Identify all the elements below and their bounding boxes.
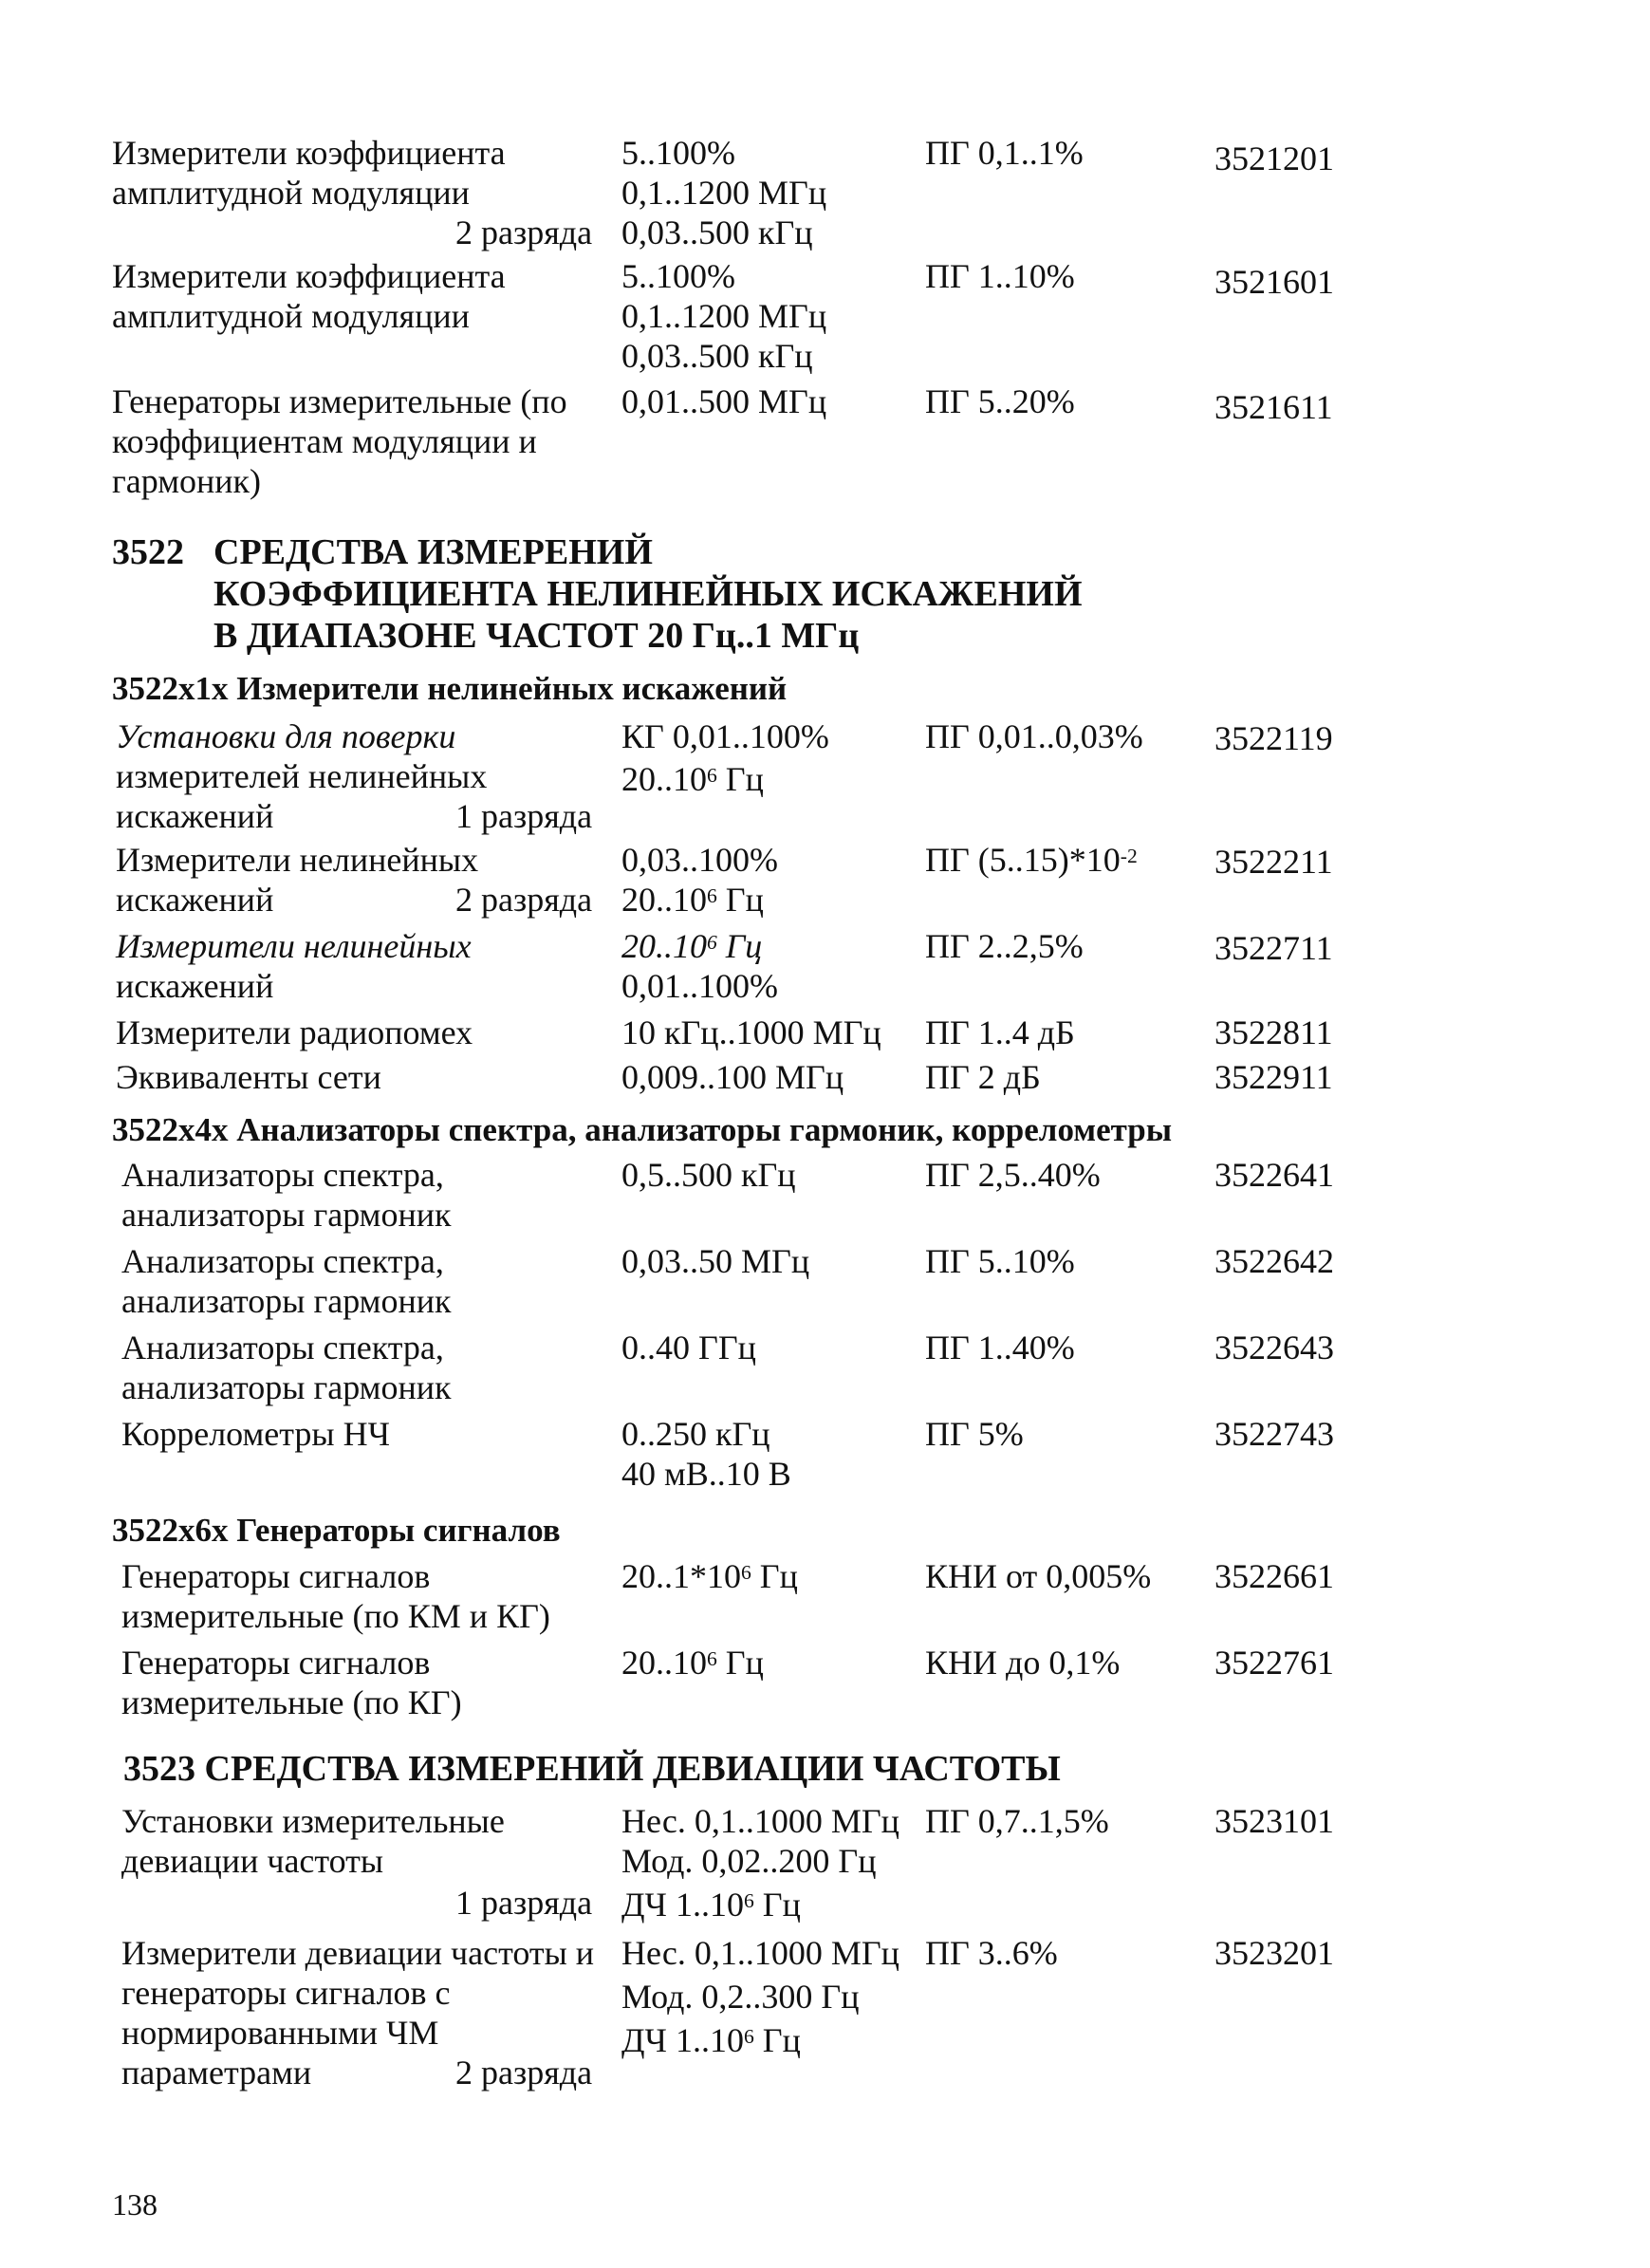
- row-accuracy: КНИ от 0,005%: [925, 1557, 1152, 1595]
- row-name: девиации частоты: [121, 1842, 384, 1880]
- row-name: амплитудной модуляции: [112, 174, 470, 212]
- row-name: нормированными ЧМ: [121, 2014, 439, 2052]
- row-code: 3522641: [1214, 1156, 1334, 1194]
- page-number: 138: [112, 2187, 158, 2222]
- row-param: 20..10$^6$ Гц: [621, 881, 764, 919]
- row-param: 20..10$^6$ Гц: [621, 1644, 764, 1682]
- row-accuracy: ПГ $(5..15)*10^{-2}$: [925, 841, 1138, 879]
- row-code: 3523101: [1214, 1802, 1334, 1840]
- row-name: Генераторы сигналов: [121, 1644, 431, 1682]
- row-param: 0,1..1200 МГц: [621, 174, 827, 212]
- row-name: анализаторы гармоник: [121, 1196, 452, 1234]
- row-name: Анализаторы спектра,: [121, 1156, 444, 1194]
- row-name: гармоник): [112, 462, 261, 500]
- row-param: Нес. 0,1..1000 МГц: [621, 1802, 899, 1840]
- row-code: 3522761: [1214, 1644, 1334, 1682]
- row-accuracy: ПГ 5..20%: [925, 382, 1075, 420]
- row-name: Измерители девиации частоты и: [121, 1934, 595, 1972]
- row-accuracy: ПГ 2..2,5%: [925, 927, 1084, 965]
- row-name: измерительные (по КГ): [121, 1683, 462, 1721]
- row-code: 3522711: [1214, 929, 1333, 967]
- row-name: Измерители коэффициента: [112, 257, 506, 295]
- row-name: Эквиваленты сети: [116, 1058, 381, 1096]
- row-name: измерителей нелинейных: [116, 757, 488, 795]
- row-param: Мод. 0,02..200 Гц: [621, 1842, 877, 1880]
- row-param: 0..250 кГц: [621, 1415, 770, 1453]
- row-param: 0,03..500 кГц: [621, 337, 813, 375]
- row-name: Анализаторы спектра,: [121, 1242, 444, 1280]
- row-code: 3521601: [1214, 263, 1334, 301]
- row-name: Коррелометры НЧ: [121, 1415, 390, 1453]
- row-param: ДЧ 1..10$^6$ Гц: [621, 2021, 801, 2059]
- row-accuracy: ПГ 1..10%: [925, 257, 1075, 295]
- row-name: Генераторы сигналов: [121, 1557, 431, 1595]
- row-param: 0,01..100%: [621, 967, 778, 1005]
- section-title: В ДИАПАЗОНЕ ЧАСТОТ 20 Гц..1 МГц: [213, 616, 860, 656]
- row-code: 3522911: [1214, 1058, 1333, 1096]
- row-code: 3522211: [1214, 843, 1333, 881]
- row-param: 5..100%: [621, 134, 735, 172]
- subsection-heading: 3522x6x Генераторы сигналов: [112, 1512, 561, 1549]
- row-name: коэффициентам модуляции и: [112, 422, 537, 460]
- row-name: Установки для поверки: [116, 717, 456, 755]
- row-name: Генераторы измерительные (по: [112, 382, 567, 420]
- row-code: 3522661: [1214, 1557, 1334, 1595]
- row-name: искажений: [116, 797, 274, 835]
- row-param: 5..100%: [621, 257, 735, 295]
- row-param: Нес. 0,1..1000 МГц: [621, 1934, 899, 1972]
- row-accuracy: ПГ 2 дБ: [925, 1058, 1041, 1096]
- subsection-heading: 3522x4x Анализаторы спектра, анализаторы гармоник, коррелометры: [112, 1111, 1173, 1148]
- row-grade: 1 разряда: [455, 797, 593, 835]
- subsection-heading: 3522x1x Измерители нелинейных искажений: [112, 670, 788, 707]
- row-accuracy: ПГ 1..40%: [925, 1329, 1075, 1366]
- section-number: 3522: [112, 532, 184, 572]
- row-accuracy: ПГ 5..10%: [925, 1242, 1075, 1280]
- row-name: измерительные (по КМ и КГ): [121, 1597, 550, 1635]
- row-param: 0,03..50 МГц: [621, 1242, 810, 1280]
- row-code: 3522743: [1214, 1415, 1334, 1453]
- row-name: искажений: [116, 967, 274, 1005]
- row-code: 3523201: [1214, 1934, 1334, 1972]
- row-name: Измерители нелинейных: [116, 841, 479, 879]
- row-code: 3522119: [1214, 719, 1333, 757]
- row-param: 0,5..500 кГц: [621, 1156, 796, 1194]
- row-name: генераторы сигналов с: [121, 1974, 451, 2012]
- row-grade: 2 разряда: [455, 2054, 593, 2091]
- row-accuracy: ПГ 0,7..1,5%: [925, 1802, 1109, 1840]
- row-param: ДЧ 1..10$^6$ Гц: [621, 1886, 801, 1924]
- row-param: 0,03..100%: [621, 841, 778, 879]
- row-code: 3521201: [1214, 139, 1334, 177]
- row-name: Измерители нелинейных: [116, 927, 472, 965]
- row-param: Мод. 0,2..300 Гц: [621, 1978, 860, 2016]
- row-accuracy: КНИ до 0,1%: [925, 1644, 1121, 1682]
- row-code: 3521611: [1214, 388, 1333, 426]
- row-param: 20..10$^6$ Гц: [621, 927, 763, 965]
- row-param: КГ 0,01..100%: [621, 717, 829, 755]
- row-name: Измерители коэффициента: [112, 134, 506, 172]
- row-param: 0,03..500 кГц: [621, 214, 813, 251]
- row-name: анализаторы гармоник: [121, 1368, 452, 1406]
- row-grade: 1 разряда: [455, 1884, 593, 1922]
- row-name: Измерители радиопомех: [116, 1013, 473, 1051]
- row-name: искажений: [116, 881, 274, 919]
- section-heading: 3523 СРЕДСТВА ИЗМЕРЕНИЙ ДЕВИАЦИИ ЧАСТОТЫ: [123, 1749, 1061, 1789]
- row-code: 3522643: [1214, 1329, 1334, 1366]
- row-code: 3522642: [1214, 1242, 1334, 1280]
- row-name: Анализаторы спектра,: [121, 1329, 444, 1366]
- row-accuracy: ПГ 0,1..1%: [925, 134, 1084, 172]
- row-accuracy: ПГ 5%: [925, 1415, 1024, 1453]
- row-param: $20..1*10^6$ Гц: [621, 1557, 798, 1595]
- row-name: Установки измерительные: [121, 1802, 505, 1840]
- row-param: 0,1..1200 МГц: [621, 297, 827, 335]
- row-param: 40 мВ..10 В: [621, 1455, 791, 1493]
- row-grade: 2 разряда: [455, 881, 593, 919]
- row-param: 0..40 ГГц: [621, 1329, 756, 1366]
- row-accuracy: ПГ 2,5..40%: [925, 1156, 1101, 1194]
- row-accuracy: ПГ 0,01..0,03%: [925, 717, 1143, 755]
- row-grade: 2 разряда: [455, 214, 593, 251]
- row-name: анализаторы гармоник: [121, 1282, 452, 1320]
- row-accuracy: ПГ 3..6%: [925, 1934, 1058, 1972]
- row-accuracy: ПГ 1..4 дБ: [925, 1013, 1075, 1051]
- row-name: амплитудной модуляции: [112, 297, 470, 335]
- section-title: СРЕДСТВА ИЗМЕРЕНИЙ: [213, 532, 653, 572]
- section-title: КОЭФФИЦИЕНТА НЕЛИНЕЙНЫХ ИСКАЖЕНИЙ: [213, 574, 1083, 614]
- row-param: 0,009..100 МГц: [621, 1058, 844, 1096]
- row-code: 3522811: [1214, 1013, 1333, 1051]
- row-name: параметрами: [121, 2054, 312, 2091]
- row-param: 20..10$^6$ Гц: [621, 760, 764, 798]
- row-param: 10 кГц..1000 МГц: [621, 1013, 881, 1051]
- row-param: 0,01..500 МГц: [621, 382, 827, 420]
